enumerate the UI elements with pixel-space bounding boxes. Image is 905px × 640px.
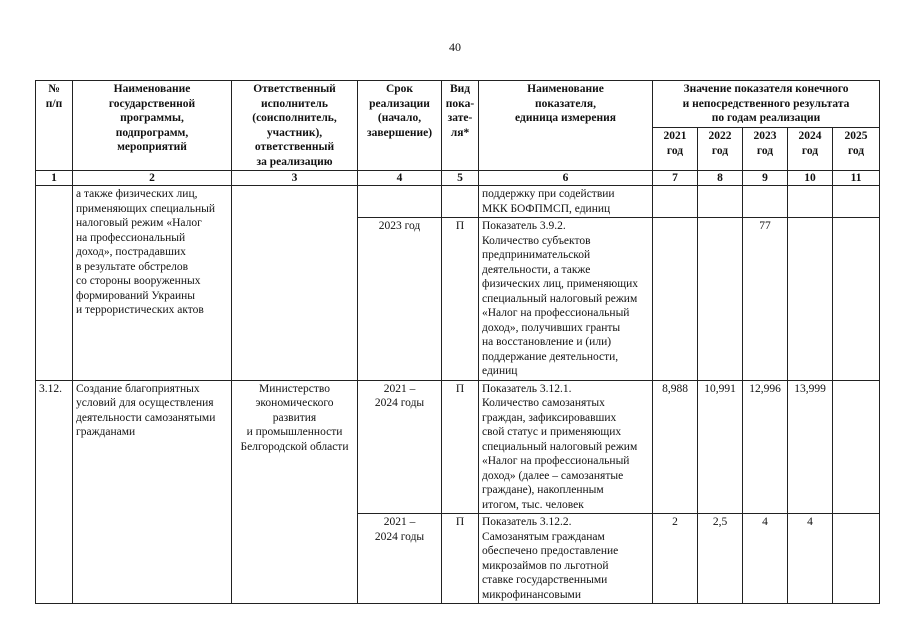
col-number: 2 bbox=[73, 171, 232, 186]
responsible-cell: Министерство экономического развития и промышленности Белгородской области bbox=[232, 380, 358, 604]
header-year-2023: 2023 год bbox=[743, 128, 788, 171]
value-cell bbox=[788, 218, 833, 381]
page-number: 40 bbox=[449, 40, 461, 54]
value-cell bbox=[788, 186, 833, 218]
col-number: 8 bbox=[698, 171, 743, 186]
col-number: 7 bbox=[653, 171, 698, 186]
measure-name-cell: Создание благоприятных условий для осуществления деятельности самозанятыми гражданами bbox=[73, 380, 232, 604]
col-number: 6 bbox=[479, 171, 653, 186]
value-cell: 4 bbox=[788, 514, 833, 604]
header-year-2024: 2024 год bbox=[788, 128, 833, 171]
value-cell bbox=[653, 186, 698, 218]
value-cell: 10,991 bbox=[698, 380, 743, 514]
header-year-2021: 2021 год bbox=[653, 128, 698, 171]
col-number: 10 bbox=[788, 171, 833, 186]
col-number: 9 bbox=[743, 171, 788, 186]
term-cell: 2023 год bbox=[358, 218, 442, 381]
col-number: 11 bbox=[833, 171, 880, 186]
value-cell bbox=[653, 218, 698, 381]
value-cell bbox=[833, 218, 880, 381]
table-row bbox=[36, 380, 880, 514]
header-col-type: Вид пока- зате- ля* bbox=[442, 81, 479, 171]
indicator-cell: поддержку при содействии МКК БОФПМСП, единиц bbox=[479, 186, 653, 218]
type-cell: П bbox=[442, 380, 479, 514]
value-cell: 2,5 bbox=[698, 514, 743, 604]
value-cell bbox=[833, 514, 880, 604]
value-cell bbox=[698, 186, 743, 218]
header-col-indicator: Наименование показателя, единица измерения bbox=[479, 81, 653, 171]
responsible-cell bbox=[232, 186, 358, 381]
value-cell: 2 bbox=[653, 514, 698, 604]
indicator-cell: Показатель 3.12.2. Самозанятым гражданам обеспечено предоставление микрозаймов по льготной ставке государственными микрофинансовыми bbox=[479, 514, 653, 604]
value-cell: 12,996 bbox=[743, 380, 788, 514]
header-col-num: № п/п bbox=[36, 81, 73, 171]
value-cell bbox=[833, 186, 880, 218]
value-cell: 8,988 bbox=[653, 380, 698, 514]
table-row bbox=[36, 186, 880, 218]
header-year-2022: 2022 год bbox=[698, 128, 743, 171]
col-number: 5 bbox=[442, 171, 479, 186]
indicator-cell: Показатель 3.9.2. Количество субъектов предпринимательской деятельности, а также физических лиц, применяющих специальный налоговый режим «Налог на профессиональный доход», получивших гранты на восстановление и (или) поддержание деятельности, единиц bbox=[479, 218, 653, 381]
col-number: 3 bbox=[232, 171, 358, 186]
header-col-term: Срок реализации (начало, завершение) bbox=[358, 81, 442, 171]
measure-name-cell: а также физических лиц, применяющих специальный налоговый режим «Налог на профессиональный доход», пострадавших в результате обстрелов со стороны вооруженных формирований Украины и террористических актов bbox=[73, 186, 232, 381]
indicator-cell: Показатель 3.12.1. Количество самозанятых граждан, зафиксировавших свой статус и применяющих специальный налоговый режим «Налог на профессиональный доход» (далее – самозанятые граждане), накопленным итогом, тыс. человек bbox=[479, 380, 653, 514]
header-year-2025: 2025 год bbox=[833, 128, 880, 171]
term-cell bbox=[358, 186, 442, 218]
term-cell: 2021 – 2024 годы bbox=[358, 514, 442, 604]
term-cell: 2021 – 2024 годы bbox=[358, 380, 442, 514]
value-cell: 4 bbox=[743, 514, 788, 604]
value-cell bbox=[743, 186, 788, 218]
col-number: 4 bbox=[358, 171, 442, 186]
header-col-name: Наименование государственной программы, подпрограмм, мероприятий bbox=[73, 81, 232, 171]
value-cell bbox=[698, 218, 743, 381]
header-values-group: Значение показателя конечного и непосредственного результата по годам реализации bbox=[653, 81, 880, 128]
indicator-table bbox=[35, 80, 880, 604]
col-number: 1 bbox=[36, 171, 73, 186]
type-cell bbox=[442, 186, 479, 218]
value-cell bbox=[833, 380, 880, 514]
row-number-cell: 3.12. bbox=[36, 380, 73, 604]
type-cell: П bbox=[442, 514, 479, 604]
header-col-responsible: Ответственный исполнитель (соисполнитель, участник), ответственный за реализацию bbox=[232, 81, 358, 171]
type-cell: П bbox=[442, 218, 479, 381]
row-number-cell bbox=[36, 186, 73, 381]
value-cell: 13,999 bbox=[788, 380, 833, 514]
value-cell: 77 bbox=[743, 218, 788, 381]
